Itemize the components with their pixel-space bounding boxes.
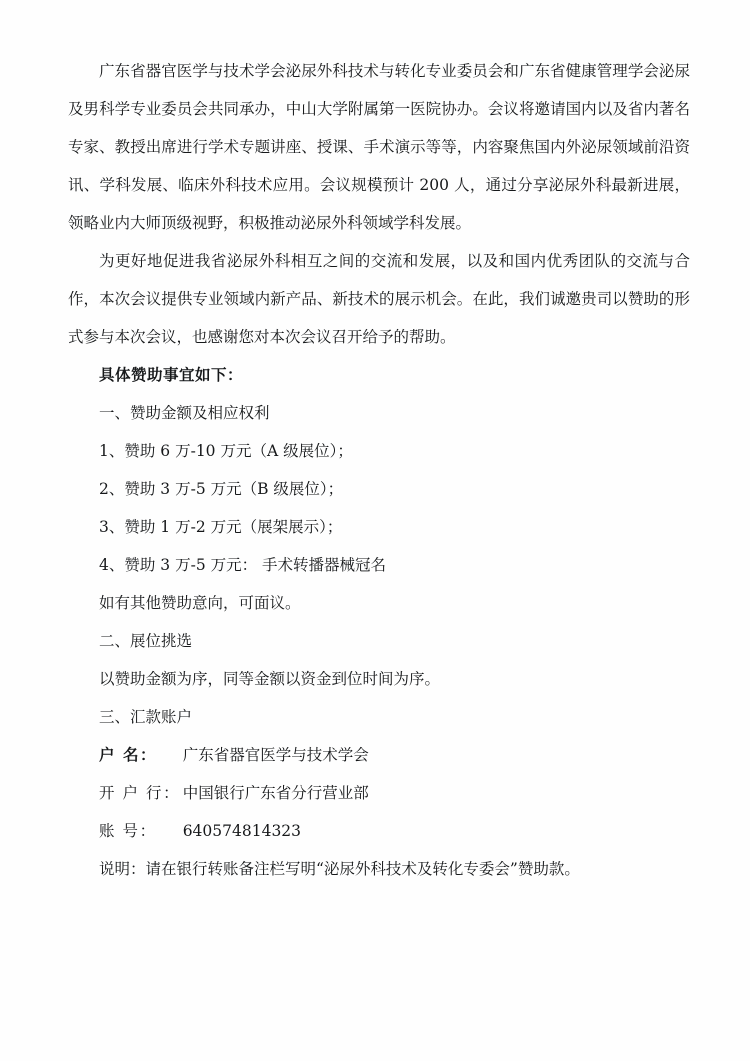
- bank-account-number-label: 账 号：: [99, 822, 157, 840]
- section-one-note: 如有其他赞助意向，可面议。: [99, 594, 301, 612]
- sponsor-details-heading-text: 具体赞助事宜如下：: [99, 365, 244, 384]
- bank-branch-label: 开 户 行：: [99, 784, 181, 802]
- bank-account-number-value: 640574814323: [182, 822, 302, 840]
- section-one-item-1: 1、赞助 6 万-10 万元（A 级展位）；: [99, 442, 353, 460]
- section-two-title: 二、展位挑选: [99, 632, 193, 650]
- bank-transfer-remark: 说明：请在银行转账备注栏写明“泌尿外科技术及转化专委会”赞助款。: [99, 860, 580, 878]
- section-three-title: 三、汇款账户: [99, 708, 193, 726]
- section-two-note: 以赞助金额为序，同等金额以资金到位时间为序。: [99, 670, 441, 688]
- bank-account-name-row: [68, 736, 690, 774]
- section-one-item-2: 2、赞助 3 万-5 万元（B 级展位）；: [99, 480, 344, 498]
- section-one-title: 一、赞助金额及相应权利: [99, 404, 270, 422]
- invitation-paragraph: 为更好地促进我省泌尿外科相互之间的交流和发展，以及和国内优秀团队的交流与合作，本次会议提供专业领域内新产品、新技术的展示机会。在此，我们诚邀贵司以赞助的形式参与本次会议，也感谢您对本次会议召开给予的帮助。: [68, 252, 690, 346]
- bank-account-name-value: 广东省器官医学与技术学会: [182, 746, 369, 764]
- bank-account-name-label: 户 名：: [99, 745, 158, 764]
- sponsor-details-heading: [68, 356, 690, 394]
- bank-branch-value: 中国银行广东省分行营业部: [182, 784, 369, 802]
- intro-paragraph: 广东省器官医学与技术学会泌尿外科技术与转化专业委员会和广东省健康管理学会泌尿及男科学专业委员会共同承办，中山大学附属第一医院协办。会议将邀请国内以及省内著名专家、教授出席进行学术专题讲座、授课、手术演示等等，内容聚焦国内外泌尿领域前沿资讯、学科发展、临床外科技术应用。会议规模预计 200 人，通过分享泌尿外科最新进展，领略业内大师顶级视野，积极推动泌尿外科领域学科发展。: [68, 62, 690, 232]
- document-body: [68, 52, 690, 888]
- bank-account-number-row: [68, 812, 690, 850]
- bank-branch-row: [68, 774, 690, 812]
- section-one-item-3: 3、赞助 1 万-2 万元（展架展示）；: [99, 518, 343, 536]
- section-one-item-4: 4、赞助 3 万-5 万元： 手术转播器械冠名: [99, 556, 387, 574]
